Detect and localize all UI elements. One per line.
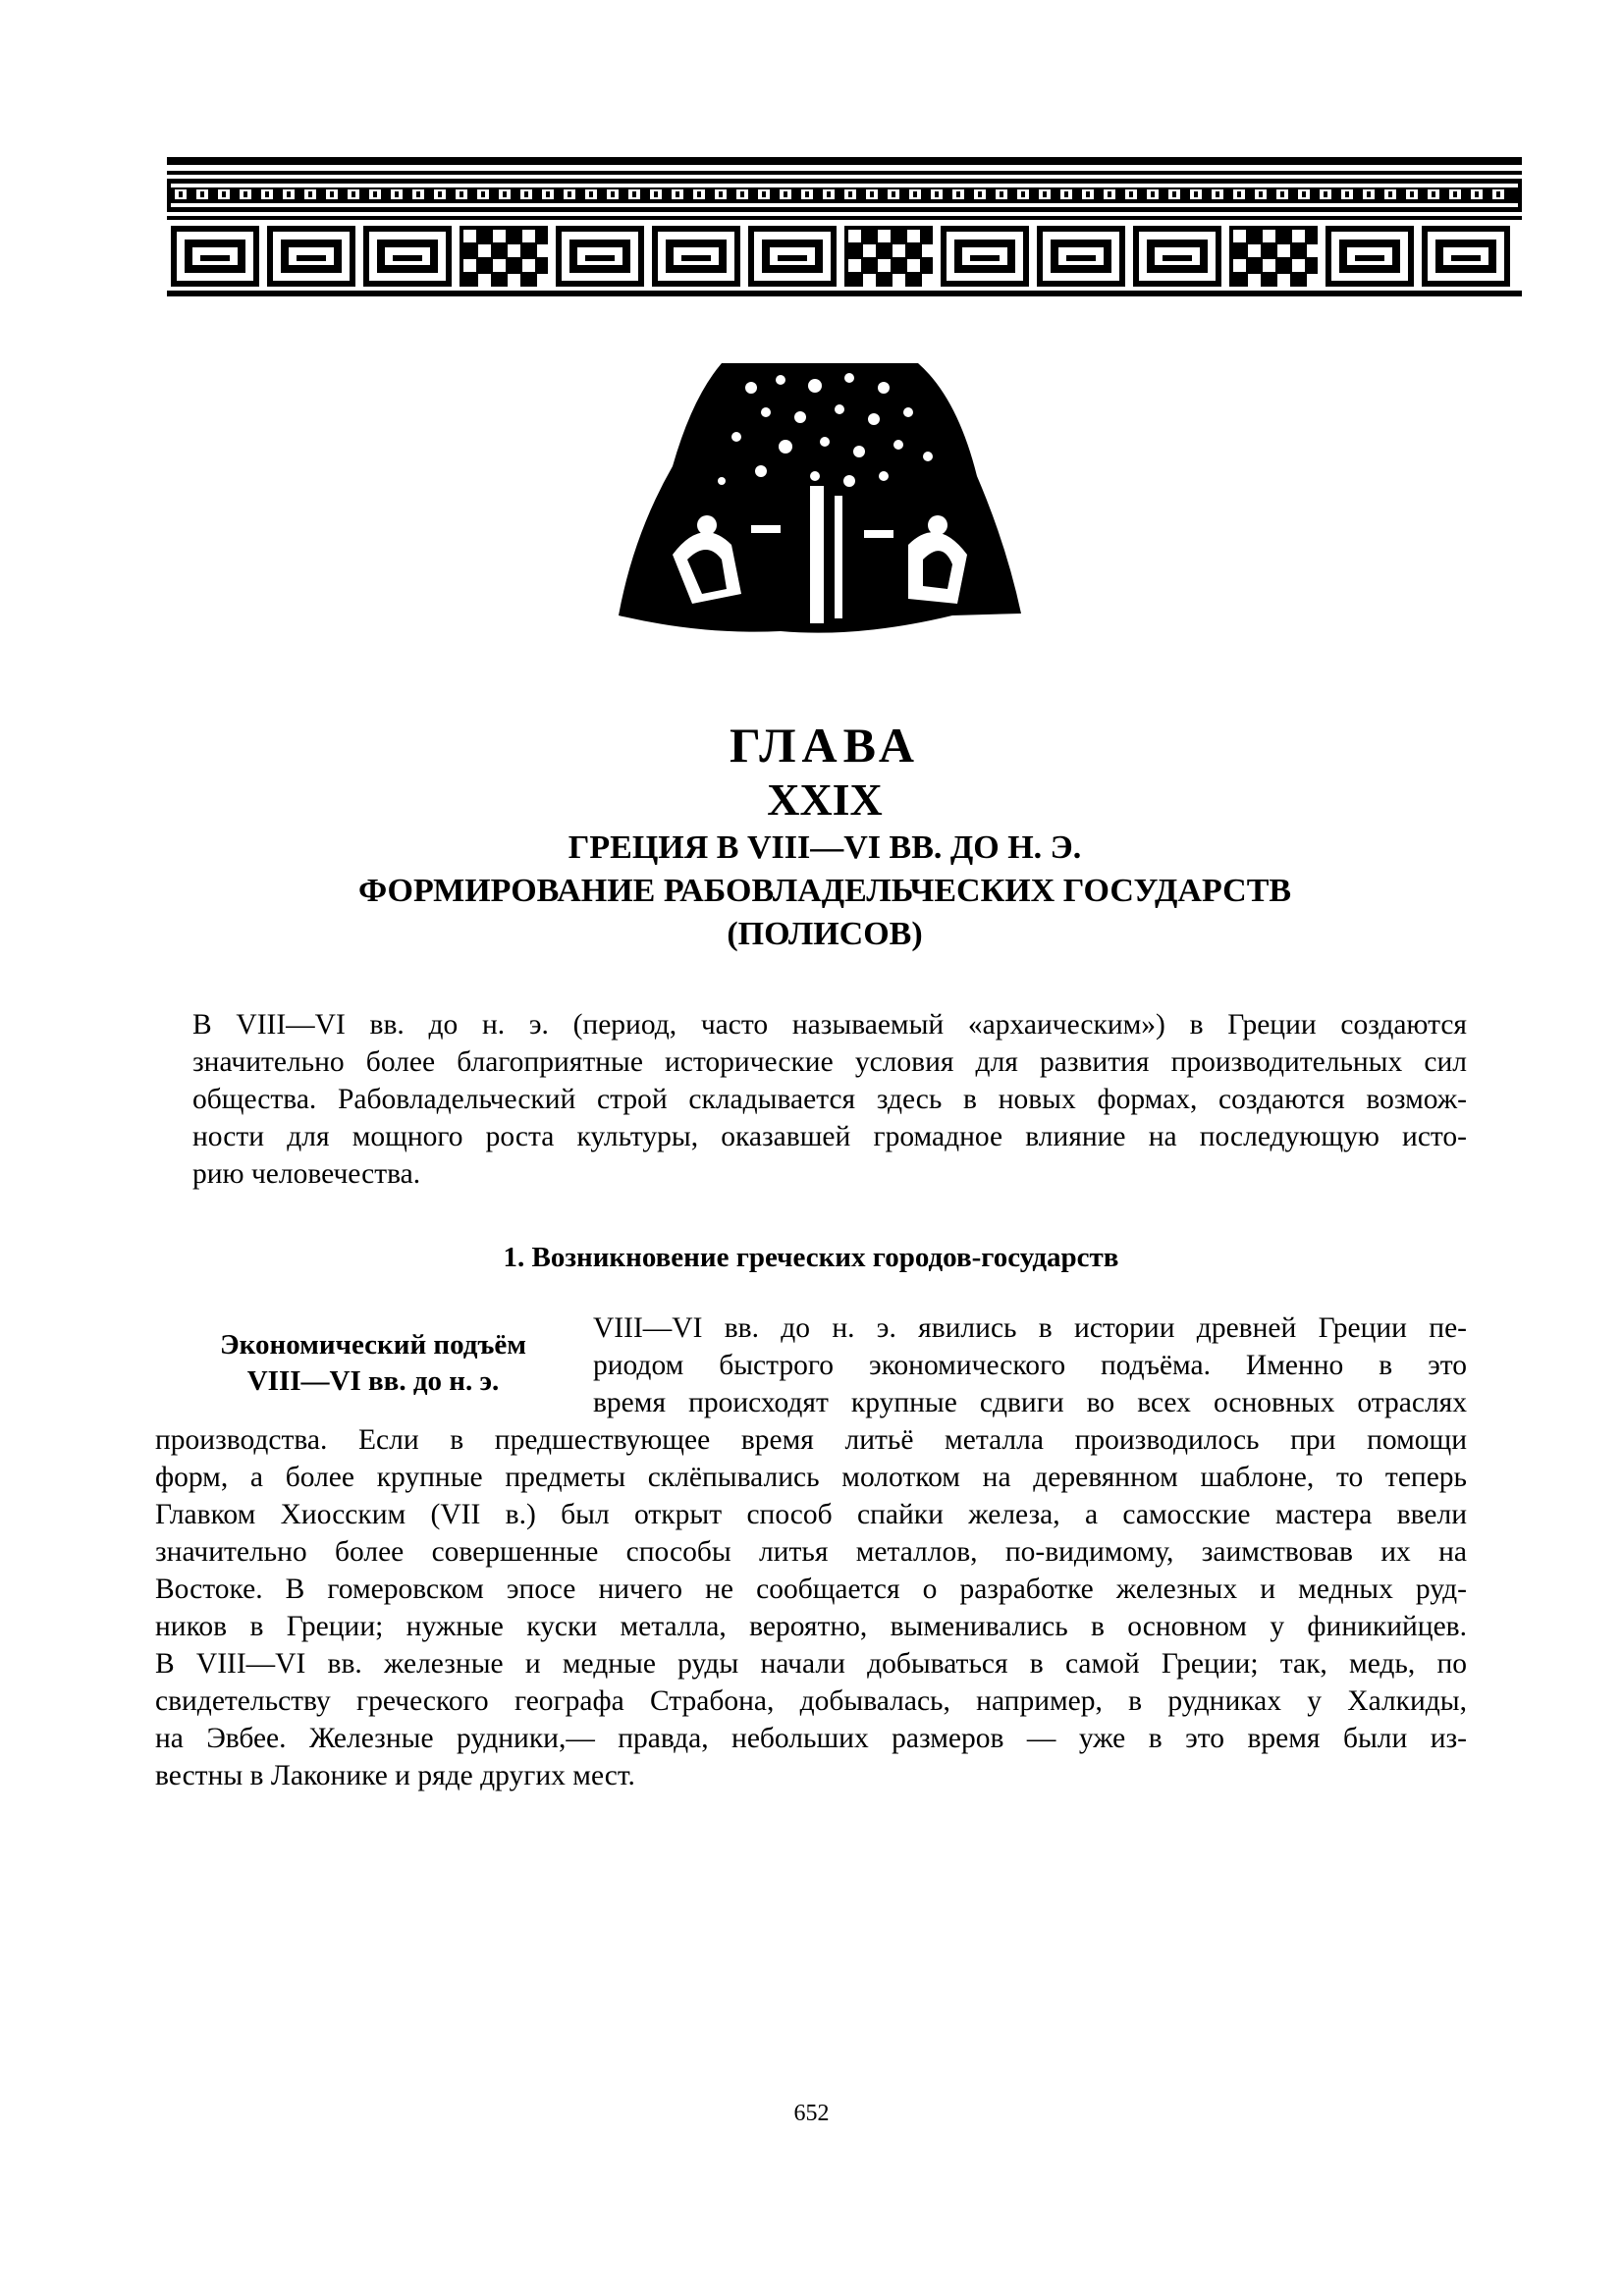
intro-paragraph: [155, 1006, 1467, 1193]
marginal-note: [177, 1327, 569, 1400]
text-line: В VIII—VI вв. до н. э. (период, часто называемый «архаическим») в Греции создаются: [192, 1009, 1467, 1041]
text-line: значительно более благоприятные исторические условия для развития производительных сил: [192, 1046, 1467, 1078]
text-line: риодом быстрого экономического подъёма. Именно в это: [593, 1350, 1467, 1381]
section-title: 1. Возникновение греческих городов-государств: [503, 1242, 1119, 1273]
text-line: Востоке. В гомеровском эпосе ничего не сообщается о разработке железных и медных руд-: [155, 1574, 1467, 1605]
text-line: ности для мощного роста культуры, оказавшей громадное влияние на последующую исто-: [192, 1121, 1467, 1152]
text-line: ников в Греции; нужные куски металла, вероятно, выменивались в основном у финикийцев.: [155, 1611, 1467, 1642]
text-line: на Эвбее. Железные рудники,— правда, небольших размеров — уже в это время были из-: [155, 1723, 1467, 1754]
greek-meander-border: [167, 157, 1522, 304]
text-line: вестны в Лаконике и ряде других мест.: [155, 1760, 635, 1791]
chapter-title-line-3: (ПОЛИСОВ): [727, 916, 923, 952]
marginal-note-line-2: VIII—VI вв. до н. э.: [246, 1365, 500, 1397]
chapter-heading: [147, 717, 1502, 956]
chapter-number: XXIX: [767, 774, 883, 825]
chapter-label: ГЛАВА: [730, 718, 920, 773]
chapter-title-line-2: ФОРМИРОВАНИЕ РАБОВЛАДЕЛЬЧЕСКИХ ГОСУДАРСТВ: [357, 873, 1292, 909]
text-line: свидетельству греческого географа Страбона, добывалась, например, в рудниках у Халкиды,: [155, 1685, 1467, 1717]
small-meander-strip: [167, 179, 1522, 212]
text-line: рию человечества.: [192, 1158, 421, 1190]
text-line: В VIII—VI вв. железные и медные руды начали добываться в самой Греции; так, медь, по: [155, 1648, 1467, 1680]
text-line: форм, а более крупные предметы склёпывались молотком на деревянном шаблоне, то теперь: [155, 1462, 1467, 1493]
text-line: общества. Рабовладельческий строй складывается здесь в новых формах, создаются возмож-: [192, 1084, 1467, 1115]
chapter-title-line-1: ГРЕЦИЯ В VIII—VI ВВ. ДО Н. Э.: [568, 829, 1082, 866]
section-paragraph-start: [593, 1309, 1467, 1421]
text-line: VIII—VI вв. до н. э. явились в истории древней Греции пе-: [593, 1312, 1467, 1344]
page-number: 652: [793, 2101, 830, 2126]
vase-painting-icon: [614, 358, 1026, 638]
text-line: производства. Если в предшествующее время литьё металла производилось при помощи: [155, 1424, 1467, 1456]
text-line: Главком Хиосским (VII в.) был открыт способ спайки железа, а самосские мастера ввели: [155, 1499, 1467, 1530]
large-meander-strip: [171, 226, 1510, 287]
section-paragraph: [155, 1421, 1467, 1794]
marginal-note-line-1: Экономический подъём: [219, 1329, 527, 1361]
text-line: значительно более совершенные способы литья металлов, по-видимому, заимствовав их на: [155, 1536, 1467, 1568]
text-line: время происходят крупные сдвиги во всех основных отраслях: [593, 1387, 1467, 1418]
